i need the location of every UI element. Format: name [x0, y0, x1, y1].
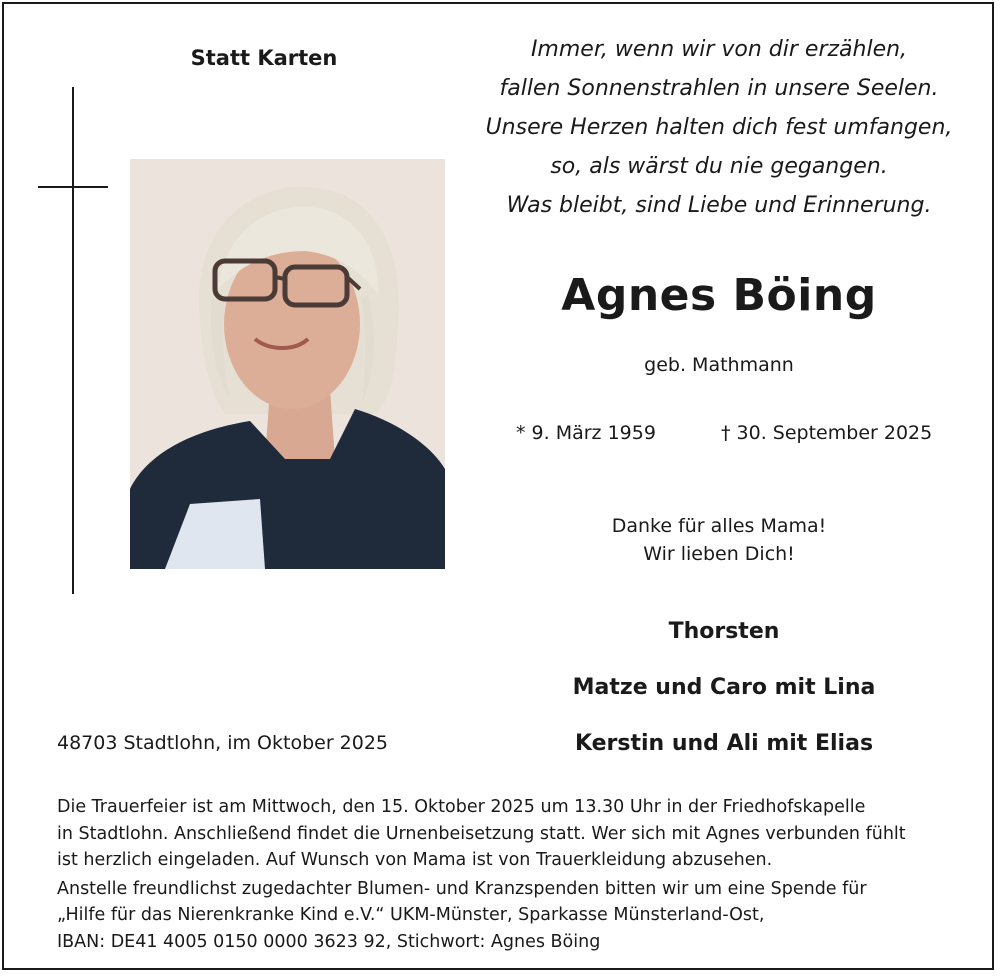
family-member: Matze und Caro mit Lina [572, 675, 876, 700]
info-line: Die Trauerfeier ist am Mittwoch, den 15. Oktober 2025 um 13.30 Uhr in der Friedhofskapelle [57, 797, 866, 817]
birth-date: * 9. März 1959 [516, 422, 656, 444]
place-and-date: 48703 Stadtlohn, im Oktober 2025 [57, 732, 389, 754]
family-signatures [424, 604, 994, 772]
poem-line: fallen Sonnenstrahlen in unsere Seelen. [499, 76, 939, 101]
poem-line: Was bleibt, sind Liebe und Erinnerung. [506, 193, 932, 218]
family-member: Kerstin und Ali mit Elias [574, 731, 874, 756]
info-line: ist herzlich eingeladen. Auf Wunsch von Mama ist von Trauerkleidung abzusehen. [57, 850, 773, 870]
poem-line: so, als wärst du nie gegangen. [550, 154, 888, 179]
cross-horizontal-bar [38, 186, 108, 188]
info-line: in Stadtlohn. Anschließend findet die Urnenbeisetzung statt. Wer sich mit Agnes verbunden fühlt [57, 823, 906, 844]
memorial-poem [434, 30, 994, 225]
family-member: Thorsten [668, 619, 780, 644]
statt-karten-label: Statt Karten [190, 46, 338, 70]
death-date: † 30. September 2025 [721, 422, 933, 444]
thanks-message [434, 512, 994, 568]
info-line: IBAN: DE41 4005 0150 0000 3623 92, Stichwort: Agnes Böing [57, 931, 601, 952]
cross-vertical-bar [72, 87, 74, 594]
portrait-illustration [130, 159, 445, 569]
funeral-information [57, 794, 977, 955]
poem-line: Unsere Herzen halten dich fest umfangen, [485, 115, 953, 140]
thanks-line: Wir lieben Dich! [643, 543, 795, 565]
poem-line: Immer, wenn wir von dir erzählen, [530, 37, 908, 62]
maiden-name: geb. Mathmann [644, 354, 794, 376]
info-line: „Hilfe für das Nierenkranke Kind e.V.“ UKM-Münster, Sparkasse Münsterland-Ost, [57, 905, 765, 925]
thanks-line: Danke für alles Mama! [611, 515, 827, 537]
obituary-notice [2, 2, 994, 970]
portrait-photo [130, 159, 445, 569]
info-line: Anstelle freundlichst zugedachter Blumen- und Kranzspenden bitten wir um eine Spende für [57, 878, 867, 899]
deceased-name: Agnes Böing [561, 270, 877, 321]
